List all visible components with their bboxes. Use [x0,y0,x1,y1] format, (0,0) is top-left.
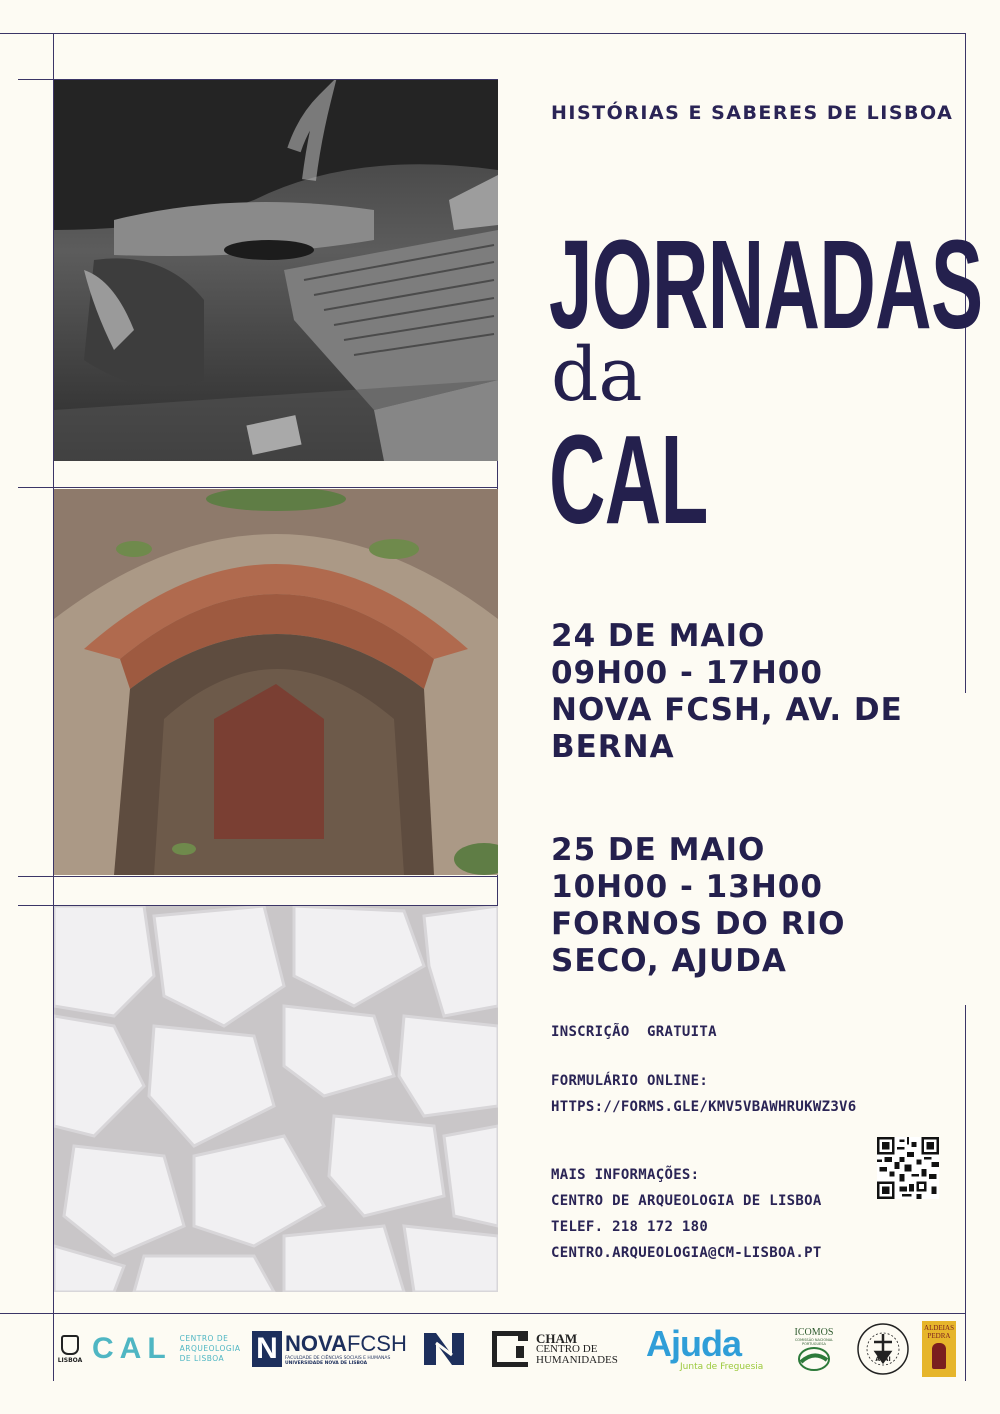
frame-line-top [0,33,966,34]
ajuda-logo [646,1318,774,1380]
aldeias-word: ALDEIAS [924,1324,954,1332]
title-cal: CAL [549,409,708,550]
cal-text-3: DE LISBOA [179,1354,225,1363]
cham-word: CHAM [536,1330,578,1346]
icomos-logo [784,1318,844,1380]
nova-n-icon: N [252,1331,282,1367]
ajuda-word: Ajuda [646,1323,742,1364]
frame-line-photo2 [18,487,498,488]
info-email-link[interactable]: CENTRO.ARQUEOLOGIA@CM-LISBOA.PT [551,1245,822,1261]
event-day-2 [551,832,845,980]
nova-sub-1: FACULDADE DE CIÊNCIAS SOCIAIS E HUMANAS [285,1356,391,1361]
icomos-sub: COMISSÃO NACIONAL PORTUGUESA [794,1337,834,1346]
nova-sub-2: UNIVERSIDADE NOVA DE LISBOA [285,1361,368,1366]
info-label: MAIS INFORMAÇÕES: [551,1167,700,1183]
pedra-word: PEDRA [927,1332,951,1340]
aldeias-pedra-logo [922,1318,958,1380]
cal-logo [92,1318,242,1380]
form-block [551,1068,857,1120]
cham-bracket-icon [492,1331,528,1367]
ajuda-sub: Junta de Freguesia [680,1362,764,1372]
lime-rocks-photo [54,906,498,1292]
partner-logos [54,1318,966,1380]
event-day-1 [551,618,903,766]
event-2-place-line1: FORNOS DO RIO [551,906,846,942]
aldeias-figure-icon [932,1343,946,1369]
fcsh-word: FCSH [346,1331,407,1356]
event-2-time: 10H00 - 13H00 [551,869,823,905]
apai-logo [854,1318,912,1380]
series-title: HISTÓRIAS E SABERES DE LISBOA [551,102,954,124]
form-label: FORMULÁRIO ONLINE: [551,1073,709,1089]
info-org: CENTRO DE ARQUEOLOGIA DE LISBOA [551,1193,822,1209]
icomos-word: ICOMOS [794,1326,834,1338]
cal-mark: CAL [92,1332,172,1365]
cham-sub-2: HUMANIDADES [536,1353,618,1366]
cham-sub-1: CENTRO DE [536,1342,598,1355]
event-1-date: 24 DE MAIO [551,618,766,654]
frame-line-right-top [965,33,966,693]
nova-word: NOVA [285,1331,347,1356]
info-phone: TELEF. 218 172 180 [551,1219,709,1235]
nova-symbol-icon [422,1329,466,1369]
event-1-place-line1: NOVA FCSH, AV. DE [551,692,903,728]
lisboa-logo [54,1318,86,1380]
apai-word: APAI [875,1356,891,1363]
lisboa-label: LISBOA [57,1356,83,1364]
event-2-place-line2: SECO, AJUDA [551,943,787,979]
lisboa-emblem-icon [61,1335,79,1355]
cham-logo [492,1318,642,1380]
nova-symbol-logo [422,1318,468,1380]
qr-code[interactable] [877,1137,939,1199]
icomos-globe-icon [797,1346,831,1372]
info-block [551,1162,822,1266]
title-da: da [551,332,643,418]
kiln-arch-photo [54,489,498,875]
form-url-link[interactable]: HTTPS://FORMS.GLE/KMV5VBAWHRUKWZ3V6 [551,1099,857,1115]
event-1-time: 09H00 - 17H00 [551,655,823,691]
lime-kiln-photo [54,80,498,461]
event-1-place-line2: BERNA [551,729,675,765]
title-jornadas: JORNADAS [549,214,983,355]
registration-note: INSCRIÇÃO GRATUITA [551,1024,717,1040]
apai-seal-icon [856,1322,910,1376]
event-2-date: 25 DE MAIO [551,832,766,868]
frame-line-bottom [0,1313,966,1314]
nova-fcsh-logo [252,1318,412,1380]
cal-text-1: CENTRO DE [179,1334,229,1343]
frame-line-photo3 [18,876,498,877]
cal-text-2: ARQUEOLOGIA [179,1344,241,1353]
